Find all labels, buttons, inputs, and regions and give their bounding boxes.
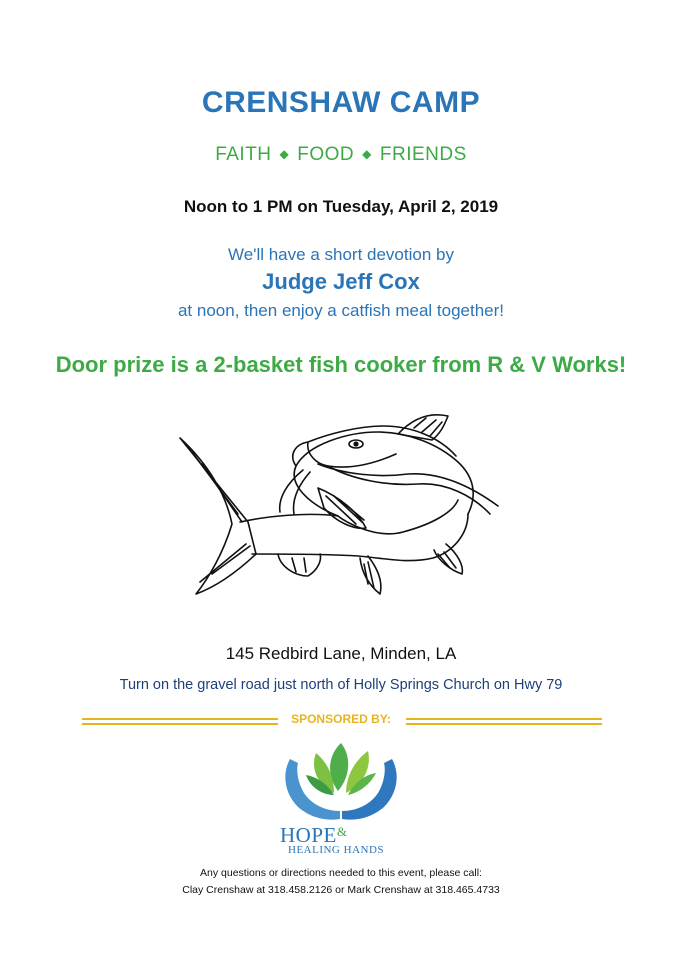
event-datetime: Noon to 1 PM on Tuesday, April 2, 2019 bbox=[183, 197, 499, 216]
logo-ampersand: & bbox=[336, 824, 348, 839]
tagline bbox=[0, 144, 682, 166]
speaker-name: Judge Jeff Cox bbox=[262, 269, 420, 294]
devotion-intro: We'll have a short devotion by bbox=[228, 245, 454, 264]
contact-line-1: Any questions or directions needed to this event, please call: bbox=[200, 867, 482, 879]
event-directions: Turn on the gravel road just north of Holly Springs Church on Hwy 79 bbox=[119, 677, 563, 693]
hope-healing-hands-logo-text bbox=[280, 823, 420, 856]
tagline-friends: FRIENDS bbox=[379, 144, 467, 165]
sponsor-divider bbox=[0, 712, 682, 732]
logo-hope-word: HOPE bbox=[280, 823, 337, 847]
logo-text-healing-hands: HEALING HANDS bbox=[288, 844, 385, 856]
sponsored-by-label: SPONSORED BY: bbox=[291, 712, 391, 726]
tagline-food: FOOD bbox=[297, 144, 355, 165]
event-address: 145 Redbird Lane, Minden, LA bbox=[225, 644, 457, 663]
catfish-drawing bbox=[168, 404, 508, 614]
gold-double-line-right bbox=[406, 718, 602, 725]
contact-line-2: Clay Crenshaw at 318.458.2126 or Mark Crenshaw at 318.465.4733 bbox=[182, 884, 500, 896]
event-title: CRENSHAW CAMP bbox=[201, 86, 481, 119]
tagline-faith: FAITH bbox=[215, 144, 272, 165]
diamond-separator-icon: ◆ bbox=[362, 147, 372, 161]
devotion-outro: at noon, then enjoy a catfish meal together! bbox=[177, 301, 505, 320]
door-prize: Door prize is a 2-basket fish cooker from R & V Works! bbox=[55, 352, 627, 377]
hands-leaves-icon bbox=[276, 733, 406, 827]
diamond-separator-icon: ◆ bbox=[279, 147, 290, 161]
